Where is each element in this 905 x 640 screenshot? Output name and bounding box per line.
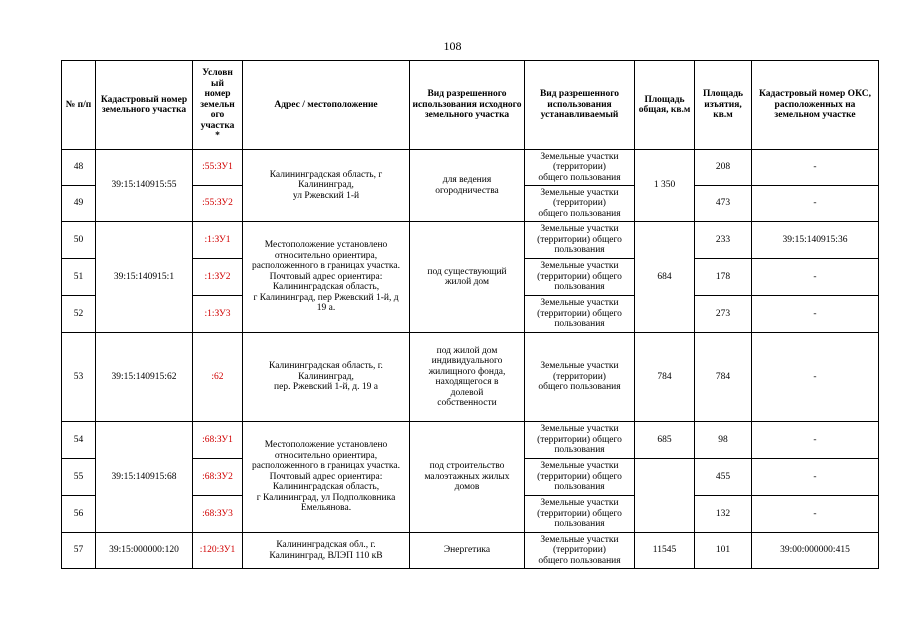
use-new: Земельные участки (территории) общего пользования xyxy=(525,150,635,186)
area-take: 132 xyxy=(695,496,752,533)
conditional-number: :1:ЗУ3 xyxy=(193,296,243,333)
area-total-empty xyxy=(635,459,695,533)
table-row xyxy=(62,333,879,422)
oks-number: 39:00:000000:415 xyxy=(752,533,879,569)
row-number: 50 xyxy=(62,222,96,259)
header-use-source: Вид разрешенного использования исходного земельного участка xyxy=(410,61,525,150)
oks-number: - xyxy=(752,259,879,296)
cadastral-number: 39:15:140915:68 xyxy=(96,422,193,533)
address: Калининградская область, г Калининград, ул Ржевский 1-й xyxy=(243,150,410,222)
use-new: Земельные участки (территории) общего пользования xyxy=(525,496,635,533)
row-number: 55 xyxy=(62,459,96,496)
area-take: 273 xyxy=(695,296,752,333)
area-take: 101 xyxy=(695,533,752,569)
header-address: Адрес / местоположение xyxy=(243,61,410,150)
cadastral-number: 39:15:140915:55 xyxy=(96,150,193,222)
oks-number: - xyxy=(752,186,879,222)
cadastral-number: 39:15:000000:120 xyxy=(96,533,193,569)
oks-number: - xyxy=(752,496,879,533)
area-take: 178 xyxy=(695,259,752,296)
row-number: 56 xyxy=(62,496,96,533)
conditional-number: :68:ЗУ1 xyxy=(193,422,243,459)
area-take: 233 xyxy=(695,222,752,259)
conditional-number: :55:ЗУ1 xyxy=(193,150,243,186)
table-row xyxy=(62,533,879,569)
use-new: Земельные участки (территории) общего пользования xyxy=(525,533,635,569)
use-source: под строительство малоэтажных жилых домов xyxy=(410,422,525,533)
use-source: Энергетика xyxy=(410,533,525,569)
use-source: для ведения огородничества xyxy=(410,150,525,222)
area-total: 1 350 xyxy=(635,150,695,222)
use-new: Земельные участки (территории) общего пользования xyxy=(525,459,635,496)
oks-number: - xyxy=(752,333,879,422)
header-use-new: Вид разрешенного использования устанавливаемый xyxy=(525,61,635,150)
conditional-number: :68:ЗУ3 xyxy=(193,496,243,533)
area-take: 208 xyxy=(695,150,752,186)
row-number: 57 xyxy=(62,533,96,569)
cadastral-number: 39:15:140915:1 xyxy=(96,222,193,333)
use-new: Земельные участки (территории) общего пользования xyxy=(525,186,635,222)
header-cadastral: Кадастровый номер земельного участка xyxy=(96,61,193,150)
table-row xyxy=(62,150,879,186)
area-total: 11545 xyxy=(635,533,695,569)
use-new: Земельные участки (территории) общего пользования xyxy=(525,259,635,296)
conditional-number: :120:ЗУ1 xyxy=(193,533,243,569)
row-number: 53 xyxy=(62,333,96,422)
use-new: Земельные участки (территории) общего пользования xyxy=(525,422,635,459)
row-number: 54 xyxy=(62,422,96,459)
oks-number: - xyxy=(752,459,879,496)
row-number: 52 xyxy=(62,296,96,333)
oks-number: - xyxy=(752,422,879,459)
use-source: под жилой дом индивидуального жилищного фонда, находящегося в долевой собственности xyxy=(410,333,525,422)
oks-number: - xyxy=(752,296,879,333)
conditional-number: :1:ЗУ2 xyxy=(193,259,243,296)
header-number: № п/п xyxy=(62,61,96,150)
conditional-number: :55:ЗУ2 xyxy=(193,186,243,222)
address: Калининградская обл., г. Калининград, ВЛЭП 110 кВ xyxy=(243,533,410,569)
address: Местоположение установлено относительно ориентира, расположенного в границах участка. Почтовый адрес ориентира: Калининградская область, г Калининград, пер Ржевский 1-й, д 19 а. xyxy=(243,222,410,333)
cadastral-number: 39:15:140915:62 xyxy=(96,333,193,422)
oks-number: - xyxy=(752,150,879,186)
area-total: 784 xyxy=(635,333,695,422)
conditional-number: :1:ЗУ1 xyxy=(193,222,243,259)
use-source: под существующий жилой дом xyxy=(410,222,525,333)
oks-number: 39:15:140915:36 xyxy=(752,222,879,259)
area-take: 98 xyxy=(695,422,752,459)
address: Калининградская область, г. Калининград, пер. Ржевский 1-й, д. 19 а xyxy=(243,333,410,422)
row-number: 51 xyxy=(62,259,96,296)
header-area-total: Площадь общая, кв.м xyxy=(635,61,695,150)
page-number: 108 xyxy=(443,39,462,53)
row-number: 49 xyxy=(62,186,96,222)
row-number: 48 xyxy=(62,150,96,186)
use-new: Земельные участки (территории) общего пользования xyxy=(525,222,635,259)
header-area-take: Площадь изъятия, кв.м xyxy=(695,61,752,150)
address: Местоположение установлено относительно ориентира, расположенного в границах участка. Почтовый адрес ориентира: Калининградская область, г Калининград, ул Подполковника Емельянова. xyxy=(243,422,410,533)
area-take: 455 xyxy=(695,459,752,496)
area-take: 784 xyxy=(695,333,752,422)
header-oks: Кадастровый номер ОКС, расположенных на земельном участке xyxy=(752,61,879,150)
land-plots-table xyxy=(61,60,879,569)
conditional-number: :68:ЗУ2 xyxy=(193,459,243,496)
use-new: Земельные участки (территории) общего пользования xyxy=(525,333,635,422)
conditional-number: :62 xyxy=(193,333,243,422)
table-row xyxy=(62,422,879,459)
area-total: 685 xyxy=(635,422,695,459)
header-row xyxy=(62,61,879,150)
use-new: Земельные участки (территории) общего пользования xyxy=(525,296,635,333)
header-conditional: Условн ый номер земельн ого участка * xyxy=(193,61,243,150)
area-total: 684 xyxy=(635,222,695,333)
table-row xyxy=(62,222,879,259)
area-take: 473 xyxy=(695,186,752,222)
